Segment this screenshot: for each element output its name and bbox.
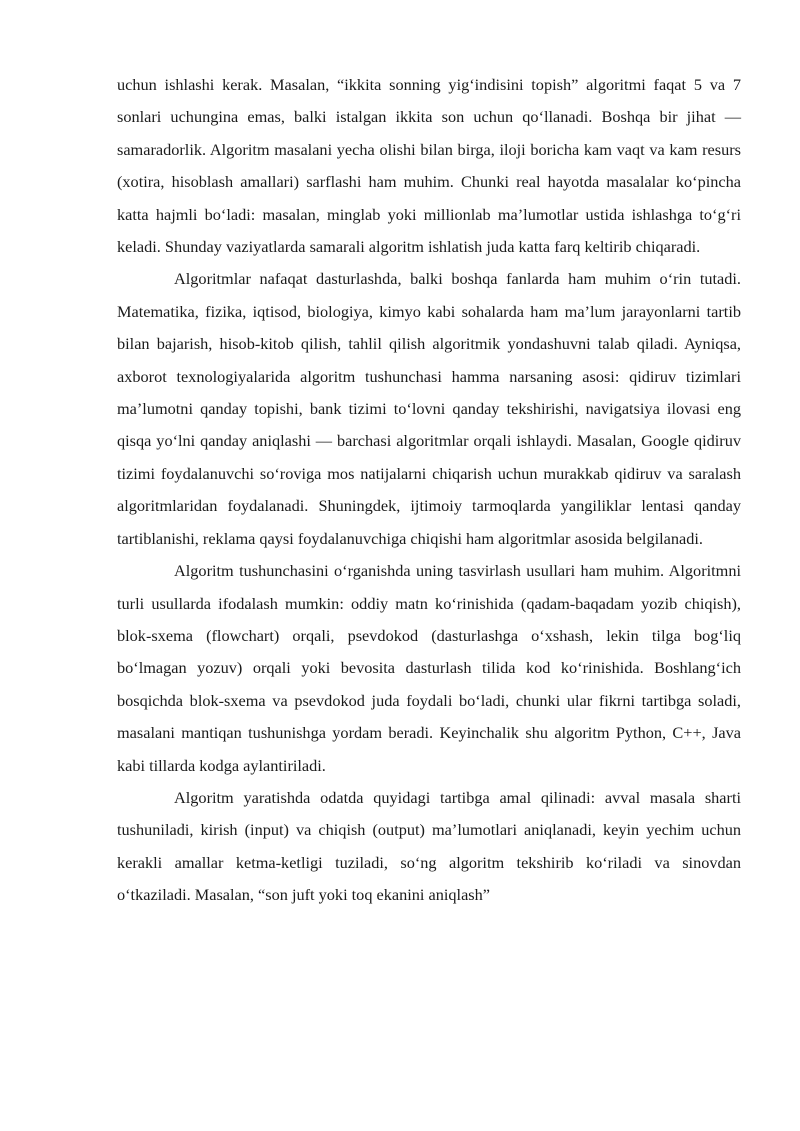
- paragraph-continuation: uchun ishlashi kerak. Masalan, “ikkita sonning yig‘indisini topish” algoritmi faqat 5 va 7 sonlari uchungina emas, balki istalgan ikkita son uchun qo‘llanadi. Boshqa bir jihat — samaradorlik. Algoritm masalani yecha olishi bilan birga, iloji boricha kam vaqt va kam resurs (xotira, hisoblash amallari) sarflashi ham muhim. Chunki real hayotda masalalar ko‘pincha katta hajmli bo‘ladi: masalan, minglab yoki millionlab ma’lumotlar ustida ishlashga to‘g‘ri keladi. Shunday vaziyatlarda samarali algoritm ishlatish juda katta farq keltirib chiqaradi.: [117, 75, 741, 257]
- document-page: [117, 69, 741, 912]
- paragraph-algorithms-in-sciences: Algoritmlar nafaqat dasturlashda, balki boshqa fanlarda ham muhim o‘rin tutadi. Matematika, fizika, iqtisod, biologiya, kimyo kabi sohalarda ham ma’lum jarayonlarni tartib bilan bajarish, hisob-kitob qilish, tahlil qilish algoritmik yondashuvni talab qiladi. Ayniqsa, axborot texnologiyalarida algoritm tushunchasi hamma narsaning asosi: qidiruv tizimlari ma’lumotni qanday topishi, bank tizimi to‘lovni qanday tekshirishi, navigatsiya ilovasi eng qisqa yo‘lni qanday aniqlashi — barchasi algoritmlar orqali ishlaydi. Masalan, Google qidiruv tizimi foydalanuvchi so‘roviga mos natijalarni chiqarish uchun murakkab qidiruv va saralash algoritmlaridan foydalanadi. Shuningdek, ijtimoiy tarmoqlarda yangiliklar lentasi qanday tartiblanishi, reklama qaysi foydalanuvchiga chiqishi ham algoritmlar asosida belgilanadi.: [117, 269, 741, 548]
- paragraph-algorithm-creation-steps: Algoritm yaratishda odatda quyidagi tartibga amal qilinadi: avval masala sharti tushuniladi, kirish (input) va chiqish (output) ma’lumotlari aniqlanadi, keyin yechim uchun kerakli amallar ketma-ketligi tuziladi, so‘ng algoritm tekshirib ko‘riladi va sinovdan o‘tkaziladi. Masalan, “son juft yoki toq ekanini aniqlash”: [117, 787, 741, 905]
- paragraph-representation-methods: Algoritm tushunchasini o‘rganishda uning tasvirlash usullari ham muhim. Algoritmni turli usullarda ifodalash mumkin: oddiy matn ko‘rinishida (qadam-baqadam yozib chiqish), blok-sxema (flowchart) orqali, psevdokod (dasturlashga o‘xshash, lekin tilga bog‘liq bo‘lmagan yozuv) orqali yoki bevosita dasturlash tilida kod ko‘rinishida. Boshlang‘ich bosqichda blok-sxema va psevdokod juda foydali bo‘ladi, chunki ular fikrni tartibga soladi, masalani mantiqan tushunishga yordam beradi. Keyinchalik shu algoritm Python, C++, Java kabi tillarda kodga aylantiriladi.: [117, 561, 741, 775]
